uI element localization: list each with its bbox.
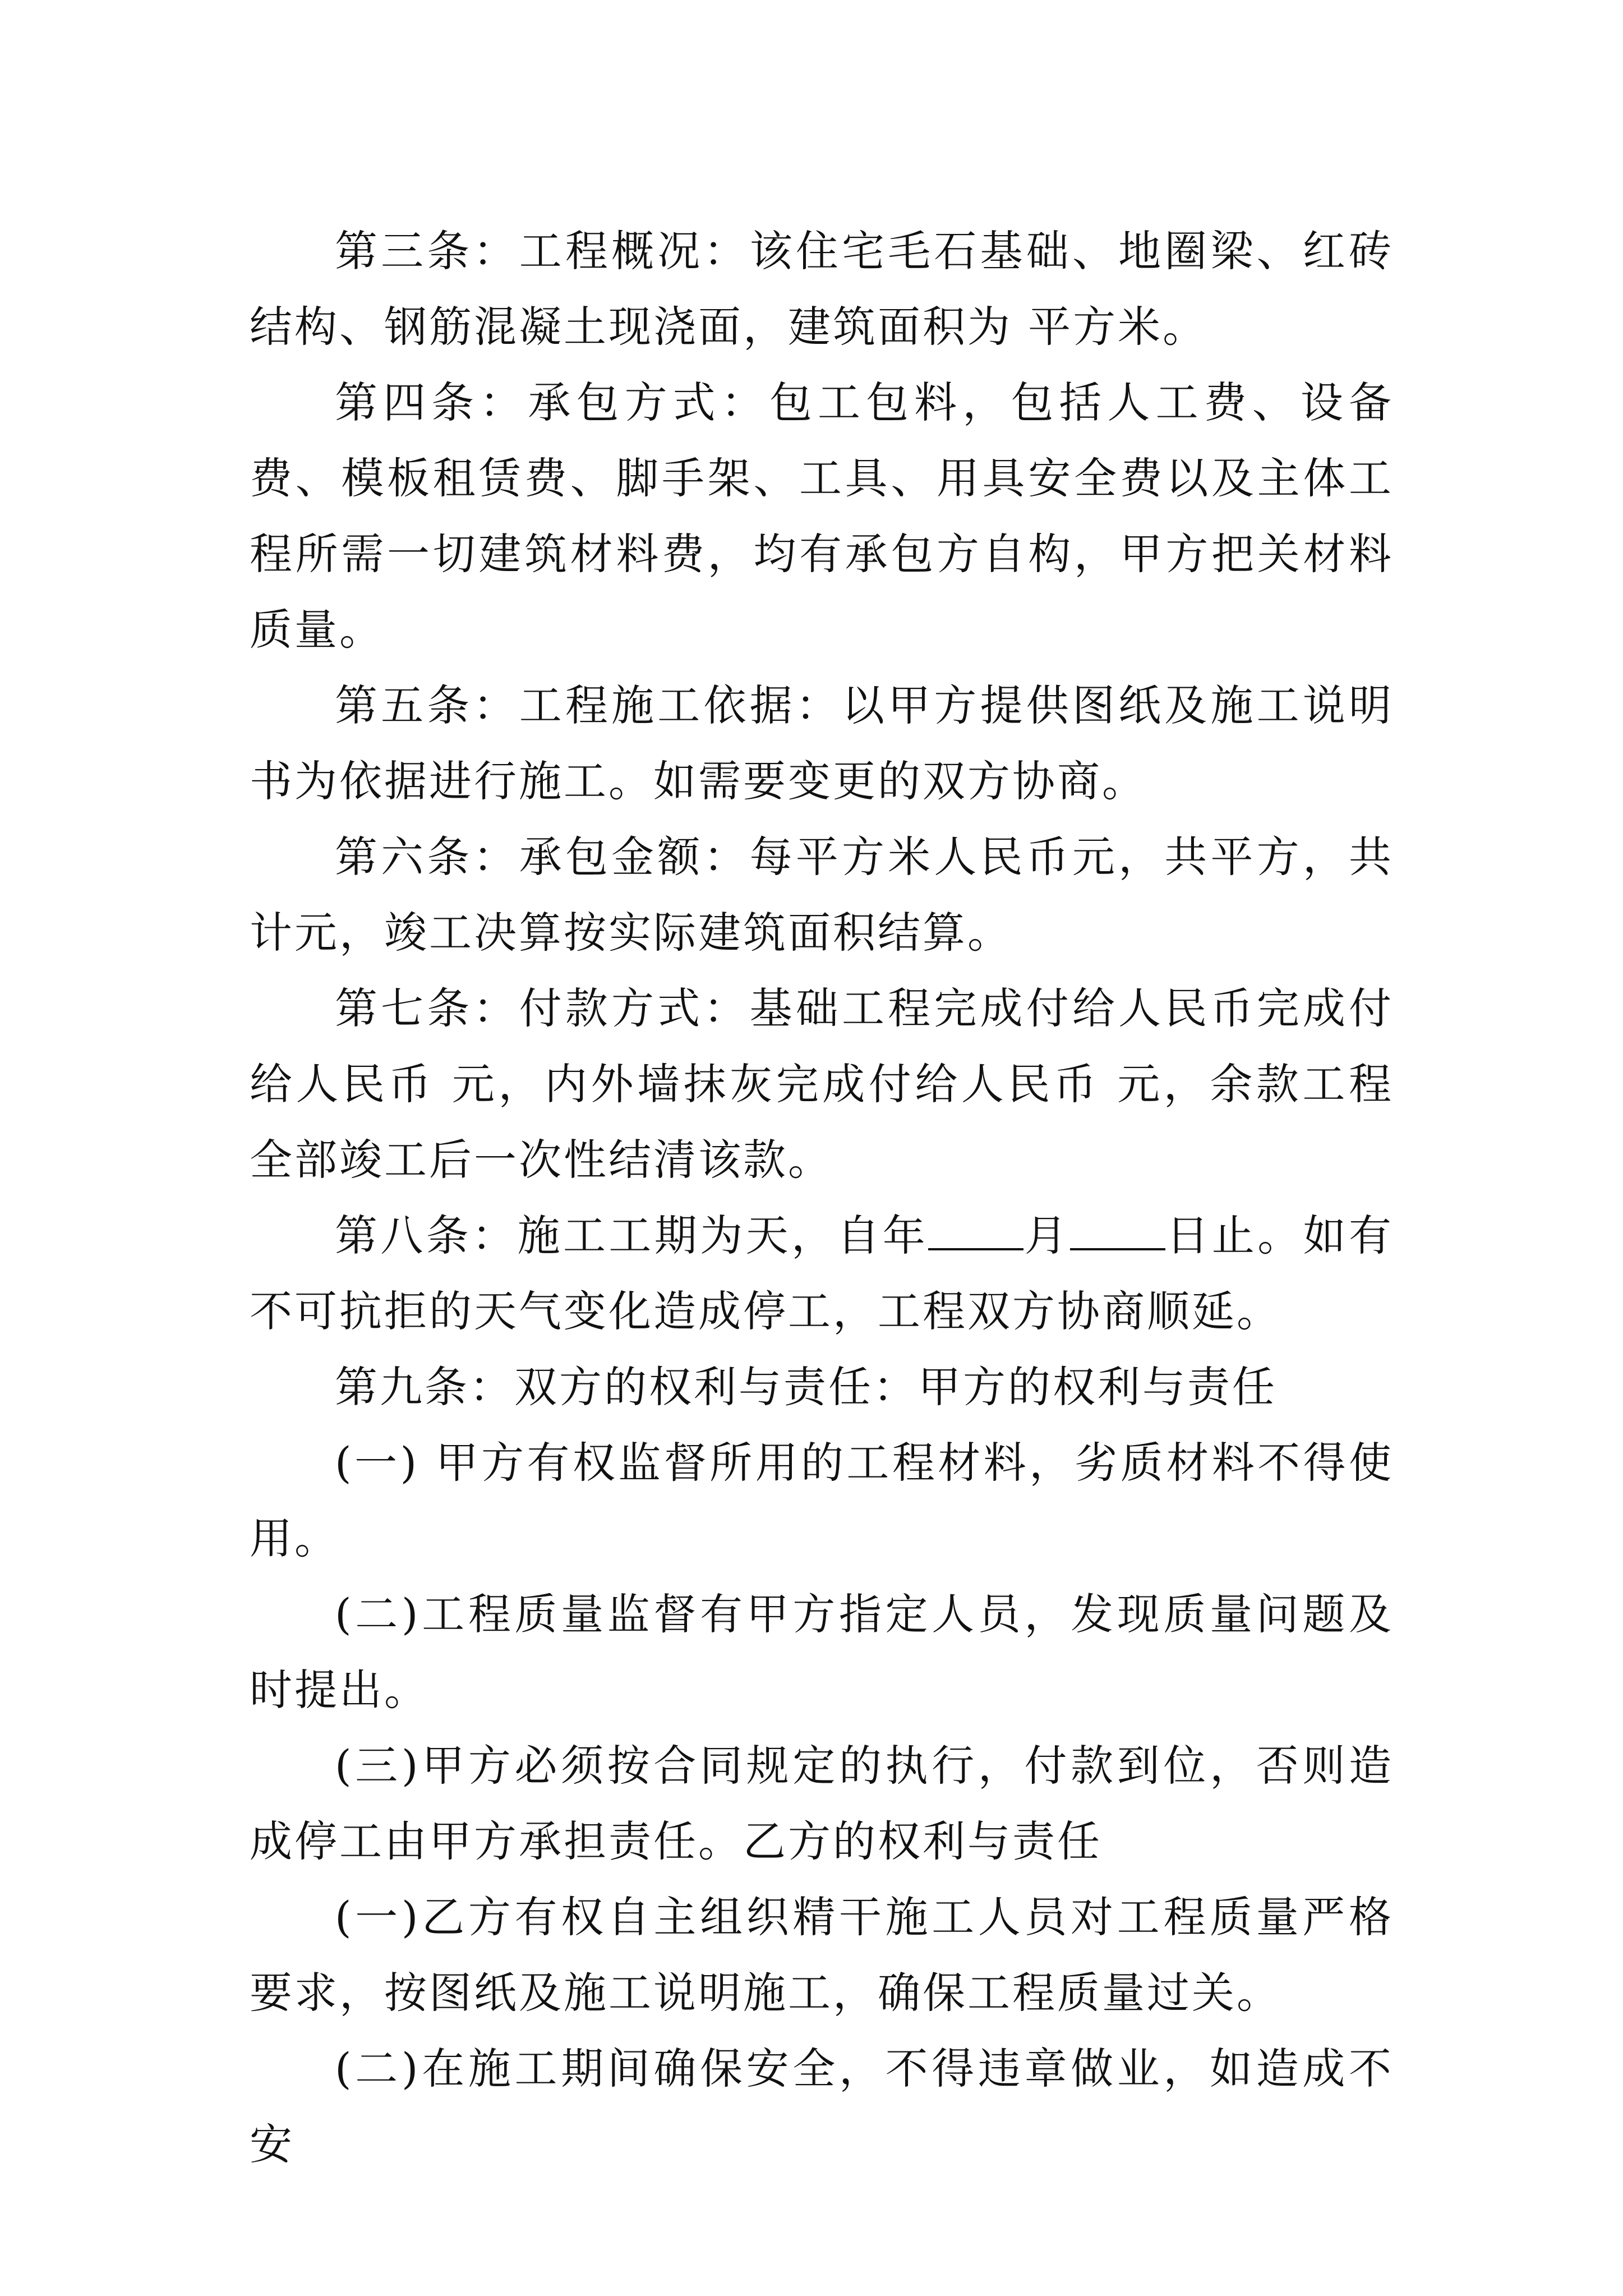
contract-body — [250, 213, 1394, 2182]
party-b-item-1: (一)乙方有权自主组织精干施工人员对工程质量严格要求，按图纸及施工说明施工，确保工程质量过关。 — [250, 1892, 1394, 2018]
article-8-text-month: 月 — [1023, 1211, 1071, 1260]
party-a-item-3: (三)甲方必须按合同规定的执行，付款到位，否则造成停工由甲方承担责任。乙方的权利与责任 — [250, 1741, 1394, 1866]
party-a-item-2: (二)工程质量监督有甲方指定人员，发现质量问题及时提出。 — [250, 1589, 1394, 1715]
day-blank-line — [1070, 1210, 1165, 1250]
article-3-paragraph: 第三条：工程概况：该住宅毛石基础、地圈梁、红砖结构、钢筋混凝土现浇面，建筑面积为 平方米。 — [250, 226, 1394, 352]
month-blank-line — [928, 1210, 1023, 1250]
article-8-paragraph — [250, 1198, 1394, 1349]
article-5-paragraph: 第五条：工程施工依据：以甲方提供图纸及施工说明书为依据进行施工。如需要变更的双方协商。 — [250, 680, 1394, 806]
article-6-paragraph: 第六条：承包金额：每平方米人民币元，共平方，共计元，竣工决算按实际建筑面积结算。 — [250, 832, 1394, 958]
article-8-text-start: 第八条：施工工期为天，自年 — [335, 1211, 929, 1260]
article-8-text-end: 日止。如有不可抗拒的天气变化造成停工，工程双方协商顺延。 — [250, 1211, 1394, 1336]
article-4-paragraph: 第四条：承包方式：包工包料，包括人工费、设备费、模板租赁费、脚手架、工具、用具安全费以及主体工程所需一切建筑材料费，均有承包方自构，甲方把关材料质量。 — [250, 378, 1394, 655]
party-b-item-2: (二)在施工期间确保安全，不得违章做业，如造成不安 — [250, 2044, 1394, 2169]
article-9-paragraph: 第九条：双方的权利与责任：甲方的权利与责任 — [335, 1362, 1277, 1412]
article-7-paragraph: 第七条：付款方式：基础工程完成付给人民币完成付给人民币 元，内外墙抹灰完成付给人民币 元，余款工程全部竣工后一次性结清该款。 — [250, 983, 1394, 1185]
party-a-item-1: (一) 甲方有权监督所用的工程材料，劣质材料不得使用。 — [250, 1438, 1394, 1563]
